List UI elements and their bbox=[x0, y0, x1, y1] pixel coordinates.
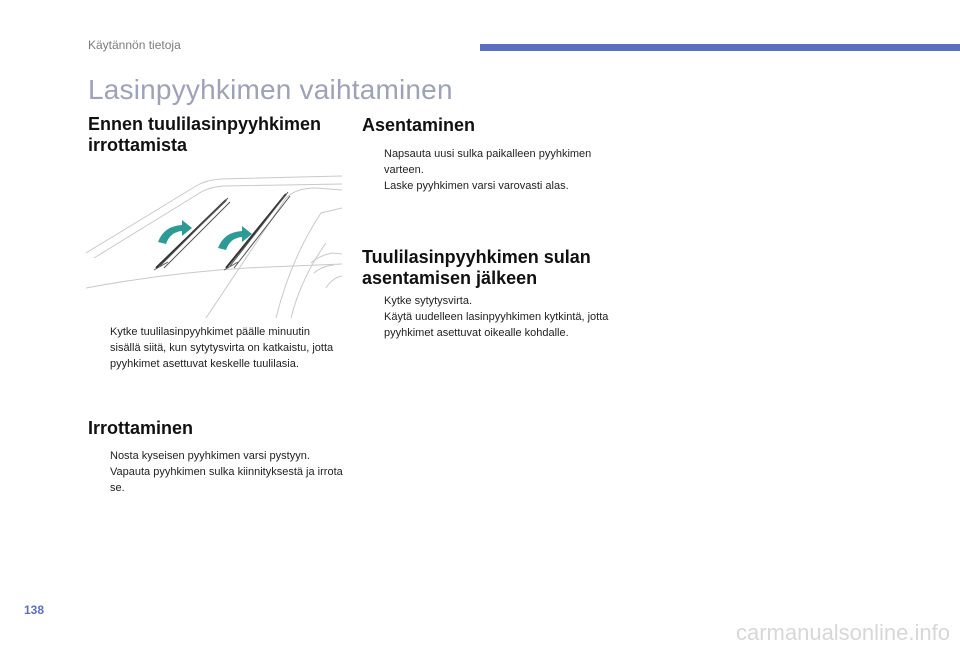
heading-removal: Irrottaminen bbox=[88, 418, 194, 438]
heading-after-install: Tuulilasinpyyhkimen sulan asentamisen jälkeen bbox=[362, 247, 591, 288]
heading-install: Asentaminen bbox=[362, 115, 476, 135]
removal-bullet-list bbox=[88, 448, 350, 496]
after-bullet-list bbox=[362, 293, 624, 341]
header-accent-bar bbox=[480, 44, 960, 51]
header-section-label: Käytännön tietoja bbox=[88, 38, 181, 52]
list-item: Vapauta pyyhkimen sulka kiinnityksestä ja irrota se. bbox=[110, 466, 343, 494]
install-bullet-list bbox=[362, 146, 624, 194]
page-title: Lasinpyyhkimen vaihtaminen bbox=[88, 74, 453, 105]
list-item: Kytke sytytysvirta. bbox=[384, 295, 473, 307]
before-bullet-list bbox=[88, 324, 340, 372]
heading-before-removal: Ennen tuulilasinpyyhkimen irrottamista bbox=[88, 114, 322, 155]
watermark: carmanualsonline.info bbox=[735, 620, 950, 645]
list-item: Käytä uudelleen lasinpyyhkimen kytkintä, jotta pyyhkimet asettuvat oikealle kohdalle. bbox=[384, 311, 609, 339]
list-item: Napsauta uusi sulka paikalleen pyyhkimen varteen. bbox=[384, 148, 592, 176]
list-item: Laske pyyhkimen varsi varovasti alas. bbox=[384, 180, 569, 192]
page-number: 138 bbox=[24, 603, 45, 617]
windshield-wiper-illustration bbox=[86, 168, 342, 318]
list-item: Kytke tuulilasinpyyhkimet päälle minuutin sisällä siitä, kun sytytysvirta on katkaistu, jotta pyyhkimet asettuvat keskelle tuulilasia. bbox=[110, 326, 334, 370]
rotate-arrow-icon bbox=[158, 220, 252, 250]
list-item: Nosta kyseisen pyyhkimen varsi pystyyn. bbox=[110, 450, 310, 462]
